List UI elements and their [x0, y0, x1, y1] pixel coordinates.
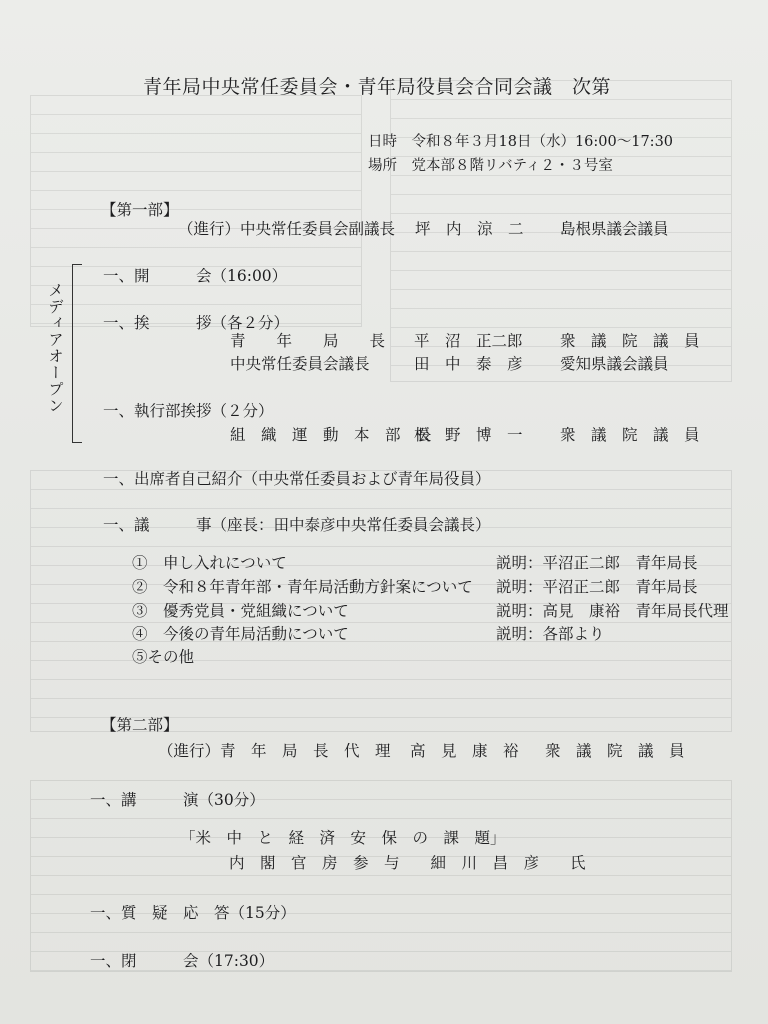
greeting-speaker-name: 平 沼 正二郎 — [414, 332, 523, 350]
agenda-subitem: ② 令和８年青年部・青年局活動方針案について — [132, 578, 473, 596]
agenda-subitem-explainer: 説明：各部より — [496, 625, 605, 643]
agenda-subitem: ④ 今後の青年局活動について — [132, 625, 349, 643]
agenda-subitem: ① 申し入れについて — [132, 554, 287, 572]
agenda-subitem-explainer: 説明：平沼正二郎 青年局長 — [496, 554, 698, 572]
closing-item: 一、閉 会（17:30） — [90, 952, 275, 970]
reverse-side-row — [31, 153, 361, 172]
part1-moderator-role: （進行）中央常任委員会副議長 — [178, 220, 396, 238]
part2-moderator-role: （進行）青 年 局 長 代 理 — [158, 742, 391, 760]
exec-greeting-item: 一、執行部挨拶（２分） — [103, 402, 274, 420]
reverse-side-row — [31, 134, 361, 153]
part2-moderator-name: 高 見 康 裕 — [410, 742, 519, 760]
greetings-item: 一、挨 拶（各２分） — [103, 314, 290, 332]
agenda-subitem: ⑤その他 — [132, 648, 195, 666]
greeting-speaker-name: 田 中 泰 彦 — [414, 355, 523, 373]
agenda-subitem: ③ 優秀党員・党組織について — [132, 602, 349, 620]
reverse-side-row — [391, 309, 731, 328]
reverse-side-row — [391, 252, 731, 271]
part2-moderator-title: 衆 議 院 議 員 — [545, 742, 685, 760]
lecture-item: 一、講 演（30分） — [90, 791, 265, 809]
reverse-side-row — [391, 100, 731, 119]
greeting-speaker-role: 青 年 局 長 — [230, 332, 386, 350]
reverse-side-row — [31, 876, 731, 895]
agenda-item: 一、議 事（座長：田中泰彦中央常任委員会議長） — [103, 516, 491, 534]
media-open-bracket — [72, 264, 82, 443]
exec-greeting-name: 松 野 博 一 — [414, 426, 523, 444]
part1-heading: 【第一部】 — [101, 201, 179, 219]
reverse-side-row — [31, 680, 731, 699]
meeting-datetime: 日時 令和８年３月18日（水）16:00～17:30 — [368, 134, 674, 150]
lecture-title: 「米 中 と 経 済 安 保 の 課 題」 — [180, 829, 506, 847]
qa-item: 一、質 疑 応 答（15分） — [90, 904, 296, 922]
lecturer: 内 閣 官 房 参 与 細 川 昌 彦 氏 — [229, 854, 586, 872]
document-title: 青年局中央常任委員会・青年局役員会合同会議 次第 — [143, 76, 612, 98]
reverse-side-row — [31, 172, 361, 191]
greeting-speaker-title: 衆 議 院 議 員 — [560, 332, 700, 350]
greeting-speaker-title: 愛知県議会議員 — [560, 355, 669, 373]
part1-moderator-title: 島根県議会議員 — [560, 220, 669, 238]
reverse-side-row — [31, 490, 731, 509]
reverse-side-row — [391, 195, 731, 214]
self-intro-item: 一、出席者自己紹介（中央常任委員および青年局役員） — [103, 470, 491, 488]
agenda-subitem-explainer: 説明：平沼正二郎 青年局長 — [496, 578, 698, 596]
reverse-side-row — [31, 933, 731, 952]
greeting-speaker-role: 中央常任委員会議長 — [230, 355, 370, 373]
reverse-side-row — [31, 191, 361, 210]
meeting-venue: 場所 党本部８階リバティ２・３号室 — [368, 158, 613, 174]
agenda-subitem-explainer: 説明：高見 康裕 青年局長代理 — [496, 602, 729, 620]
reverse-side-row — [391, 290, 731, 309]
media-open-label: メディアオープン — [46, 282, 64, 414]
reverse-side-row — [391, 176, 731, 195]
reverse-side-row — [31, 115, 361, 134]
opening-item: 一、開 会（16:00） — [103, 267, 288, 285]
reverse-side-row — [391, 271, 731, 290]
part1-moderator-name: 坪 内 涼 二 — [415, 220, 524, 238]
part2-heading: 【第二部】 — [101, 716, 179, 734]
exec-greeting-title: 衆 議 院 議 員 — [560, 426, 700, 444]
exec-greeting-role: 組 織 運 動 本 部 長 — [230, 426, 432, 444]
reverse-side-row — [31, 96, 361, 115]
